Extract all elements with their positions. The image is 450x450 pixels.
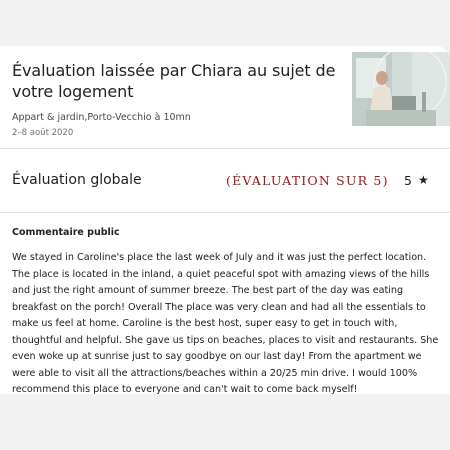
review-card: [0, 46, 450, 394]
overall-rating-row: [12, 172, 438, 192]
review-title: Évaluation laissée par Chiara au sujet de votre logement: [12, 61, 336, 101]
overall-rating-label: Évaluation globale: [12, 172, 142, 188]
public-comment-heading: Commentaire public: [12, 227, 120, 238]
review-header: [12, 60, 342, 139]
listing-photo[interactable]: [352, 52, 450, 126]
overall-rating-scale-note: (ÉVALUATION SUR 5): [226, 173, 389, 188]
public-comment-text: We stayed in Caroline's place the last week of July and it was just the perfect location. The place is located in the inland, a quiet peaceful spot with amazing views of the hills and just the right amount of summer breeze. The best part of the day was eating breakfast on the porch! Overall The place was very clean and had all the essentials to make us feel at home. Caroline is the best host, super easy to get in touch with, thoughtful and helpful. She gave us tips on beaches, places to visit and restaurants. She even woke up at sunrise just to say goodbye on our last day! From the apartment we were able to visit all the attractions/beaches within a 20/25 min drive. I would 100% recommend this place to everyone and can't wait to come back myself!: [12, 252, 439, 394]
header-divider: [0, 148, 450, 149]
listing-photo-image: [352, 52, 450, 126]
stay-dates: 2–8 août 2020: [12, 128, 74, 138]
star-icon: ★: [418, 173, 429, 187]
overall-rating-score: 5: [404, 173, 412, 188]
listing-name[interactable]: Appart & jardin,Porto-Vecchio à 10mn: [12, 112, 191, 123]
rating-divider: [0, 212, 450, 213]
